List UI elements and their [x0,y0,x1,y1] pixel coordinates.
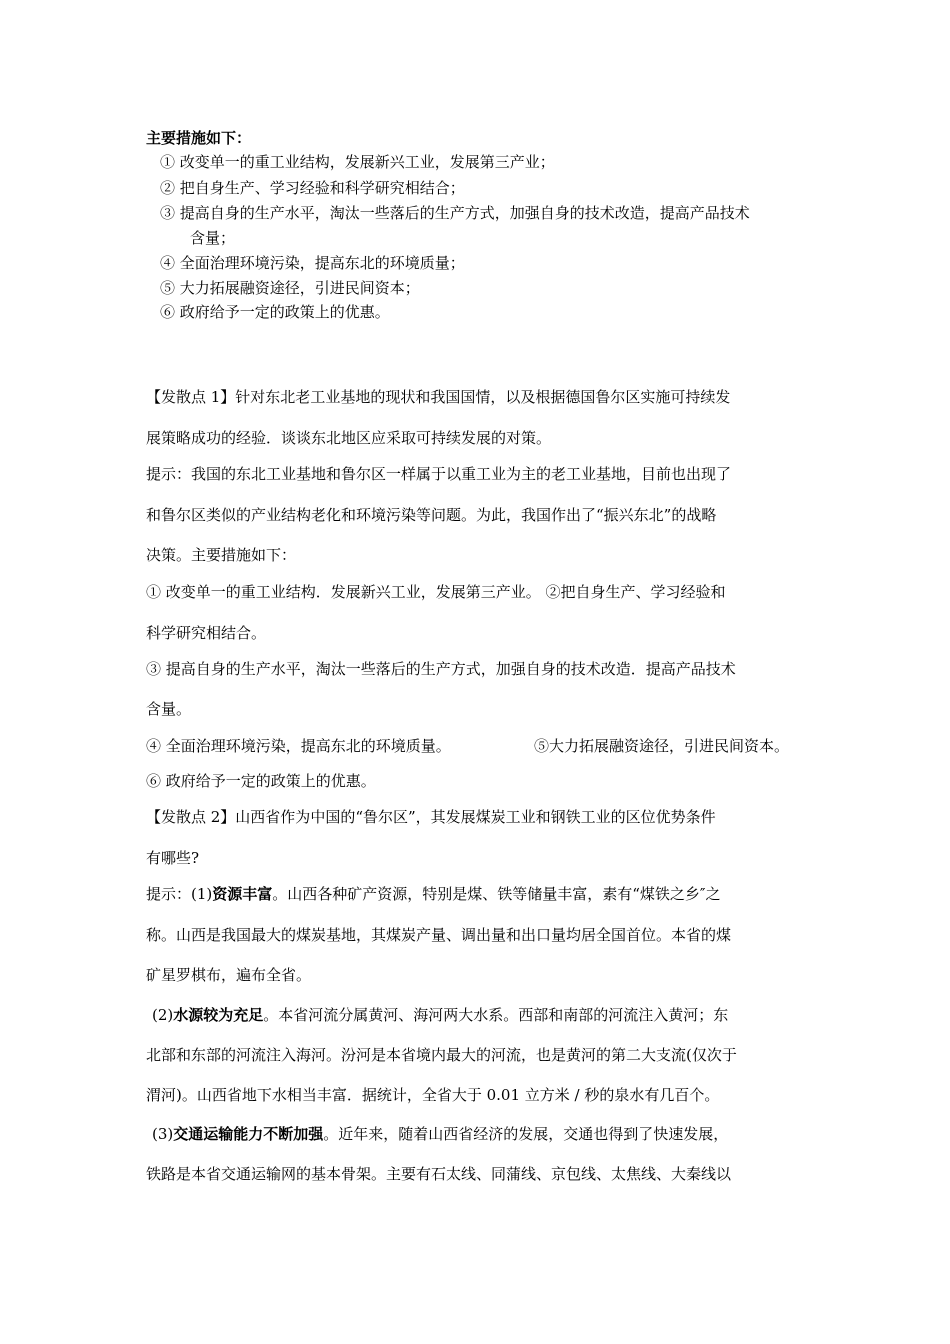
point1-measure-6: ⑥ 政府给予一定的政策上的优惠。 [146,772,376,790]
measure-item-5: ⑤ 大力拓展融资途径，引进民间资本； [160,279,420,297]
measures-heading: 主要措施如下： [146,129,252,147]
point1-hint-line-1: 提示：我国的东北工业基地和鲁尔区一样属于以重工业为主的老工业基地，目前也出现了 [146,465,732,483]
point1-hint-line-3: 决策。主要措施如下： [146,546,297,564]
answer-3-text: 。近年来，随着山西省经济的发展，交通也得到了快速发展， [323,1125,729,1143]
point1-measure-1-line-2: 科学研究相结合。 [146,624,267,642]
measure-item-2: ② 把自身生产、学习经验和科学研究相结合； [160,179,465,197]
point2-question-line-2: 有哪些? [146,849,200,867]
answer-2-keyword: 水源较为充足 [173,1006,264,1024]
point1-question-line-2: 展策略成功的经验．谈谈东北地区应采取可持续发展的对策。 [146,429,552,447]
measure-item-4: ④ 全面治理环境污染，提高东北的环境质量； [160,254,465,272]
point2-answer-2-line-1 [152,1005,728,1025]
measure-item-3: ③ 提高自身的生产水平，淘汰一些落后的生产方式，加强自身的技术改造，提高产品技术 [160,204,750,222]
answer-2-prefix: (2) [152,1006,174,1024]
answer-2-text: 。本省河流分属黄河、海河两大水系。西部和南部的河流注入黄河；东 [263,1006,729,1024]
point2-answer-3-line-2: 铁路是本省交通运输网的基本骨架。主要有石太线、同蒲线、京包线、太焦线、大秦线以 [146,1165,732,1183]
point2-answer-2-line-2: 北部和东部的河流注入海河。汾河是本省境内最大的河流，也是黄河的第二大支流(仅次于 [146,1046,737,1064]
point1-question-line-1: 【发散点 1】针对东北老工业基地的现状和我国国情，以及根据德国鲁尔区实施可持续发 [146,388,731,406]
answer-1-text: 。山西各种矿产资源，特别是煤、铁等储量丰富，素有“煤铁之乡″之 [272,885,721,903]
point1-hint-line-2: 和鲁尔区类似的产业结构老化和环境污染等问题。为此，我国作出了“振兴东北”的战略 [146,506,717,524]
point2-answer-1-line-1 [146,884,721,904]
point1-measure-3-line-2: 含量。 [146,700,192,718]
point1-measure-3-line-1: ③ 提高自身的生产水平，淘汰一些落后的生产方式，加强自身的技术改造．提高产品技术 [146,660,736,678]
answer-1-keyword: 资源丰富 [212,885,273,903]
answer-1-prefix: 提示：(1) [146,885,213,903]
point2-answer-1-line-3: 矿星罗棋布，遍布全省。 [146,966,312,984]
point2-question-line-1: 【发散点 2】山西省作为中国的“鲁尔区”，其发展煤炭工业和钢铁工业的区位优势条件 [146,808,716,826]
measure-item-3-cont: 含量； [190,229,236,247]
answer-3-keyword: 交通运输能力不断加强 [173,1125,324,1143]
measure-item-6: ⑥ 政府给予一定的政策上的优惠。 [160,303,390,321]
point1-measure-5: ⑤大力拓展融资途径，引进民间资本。 [534,737,790,755]
measure-item-1: ① 改变单一的重工业结构，发展新兴工业，发展第三产业； [160,153,555,171]
point2-answer-3-line-1 [152,1124,728,1144]
point2-answer-2-line-3: 渭河)。山西省地下水相当丰富．据统计，全省大于 0.01 立方米 / 秒的泉水有几百个。 [146,1086,720,1104]
point1-measure-1-line-1: ① 改变单一的重工业结构．发展新兴工业，发展第三产业。 ②把自身生产、学习经验和 [146,583,726,601]
point1-measure-4: ④ 全面治理环境污染，提高东北的环境质量。 [146,737,451,755]
answer-3-prefix: (3) [152,1125,174,1143]
point2-answer-1-line-2: 称。山西是我国最大的煤炭基地，其煤炭产量、调出量和出口量均居全国首位。本省的煤 [146,926,732,944]
